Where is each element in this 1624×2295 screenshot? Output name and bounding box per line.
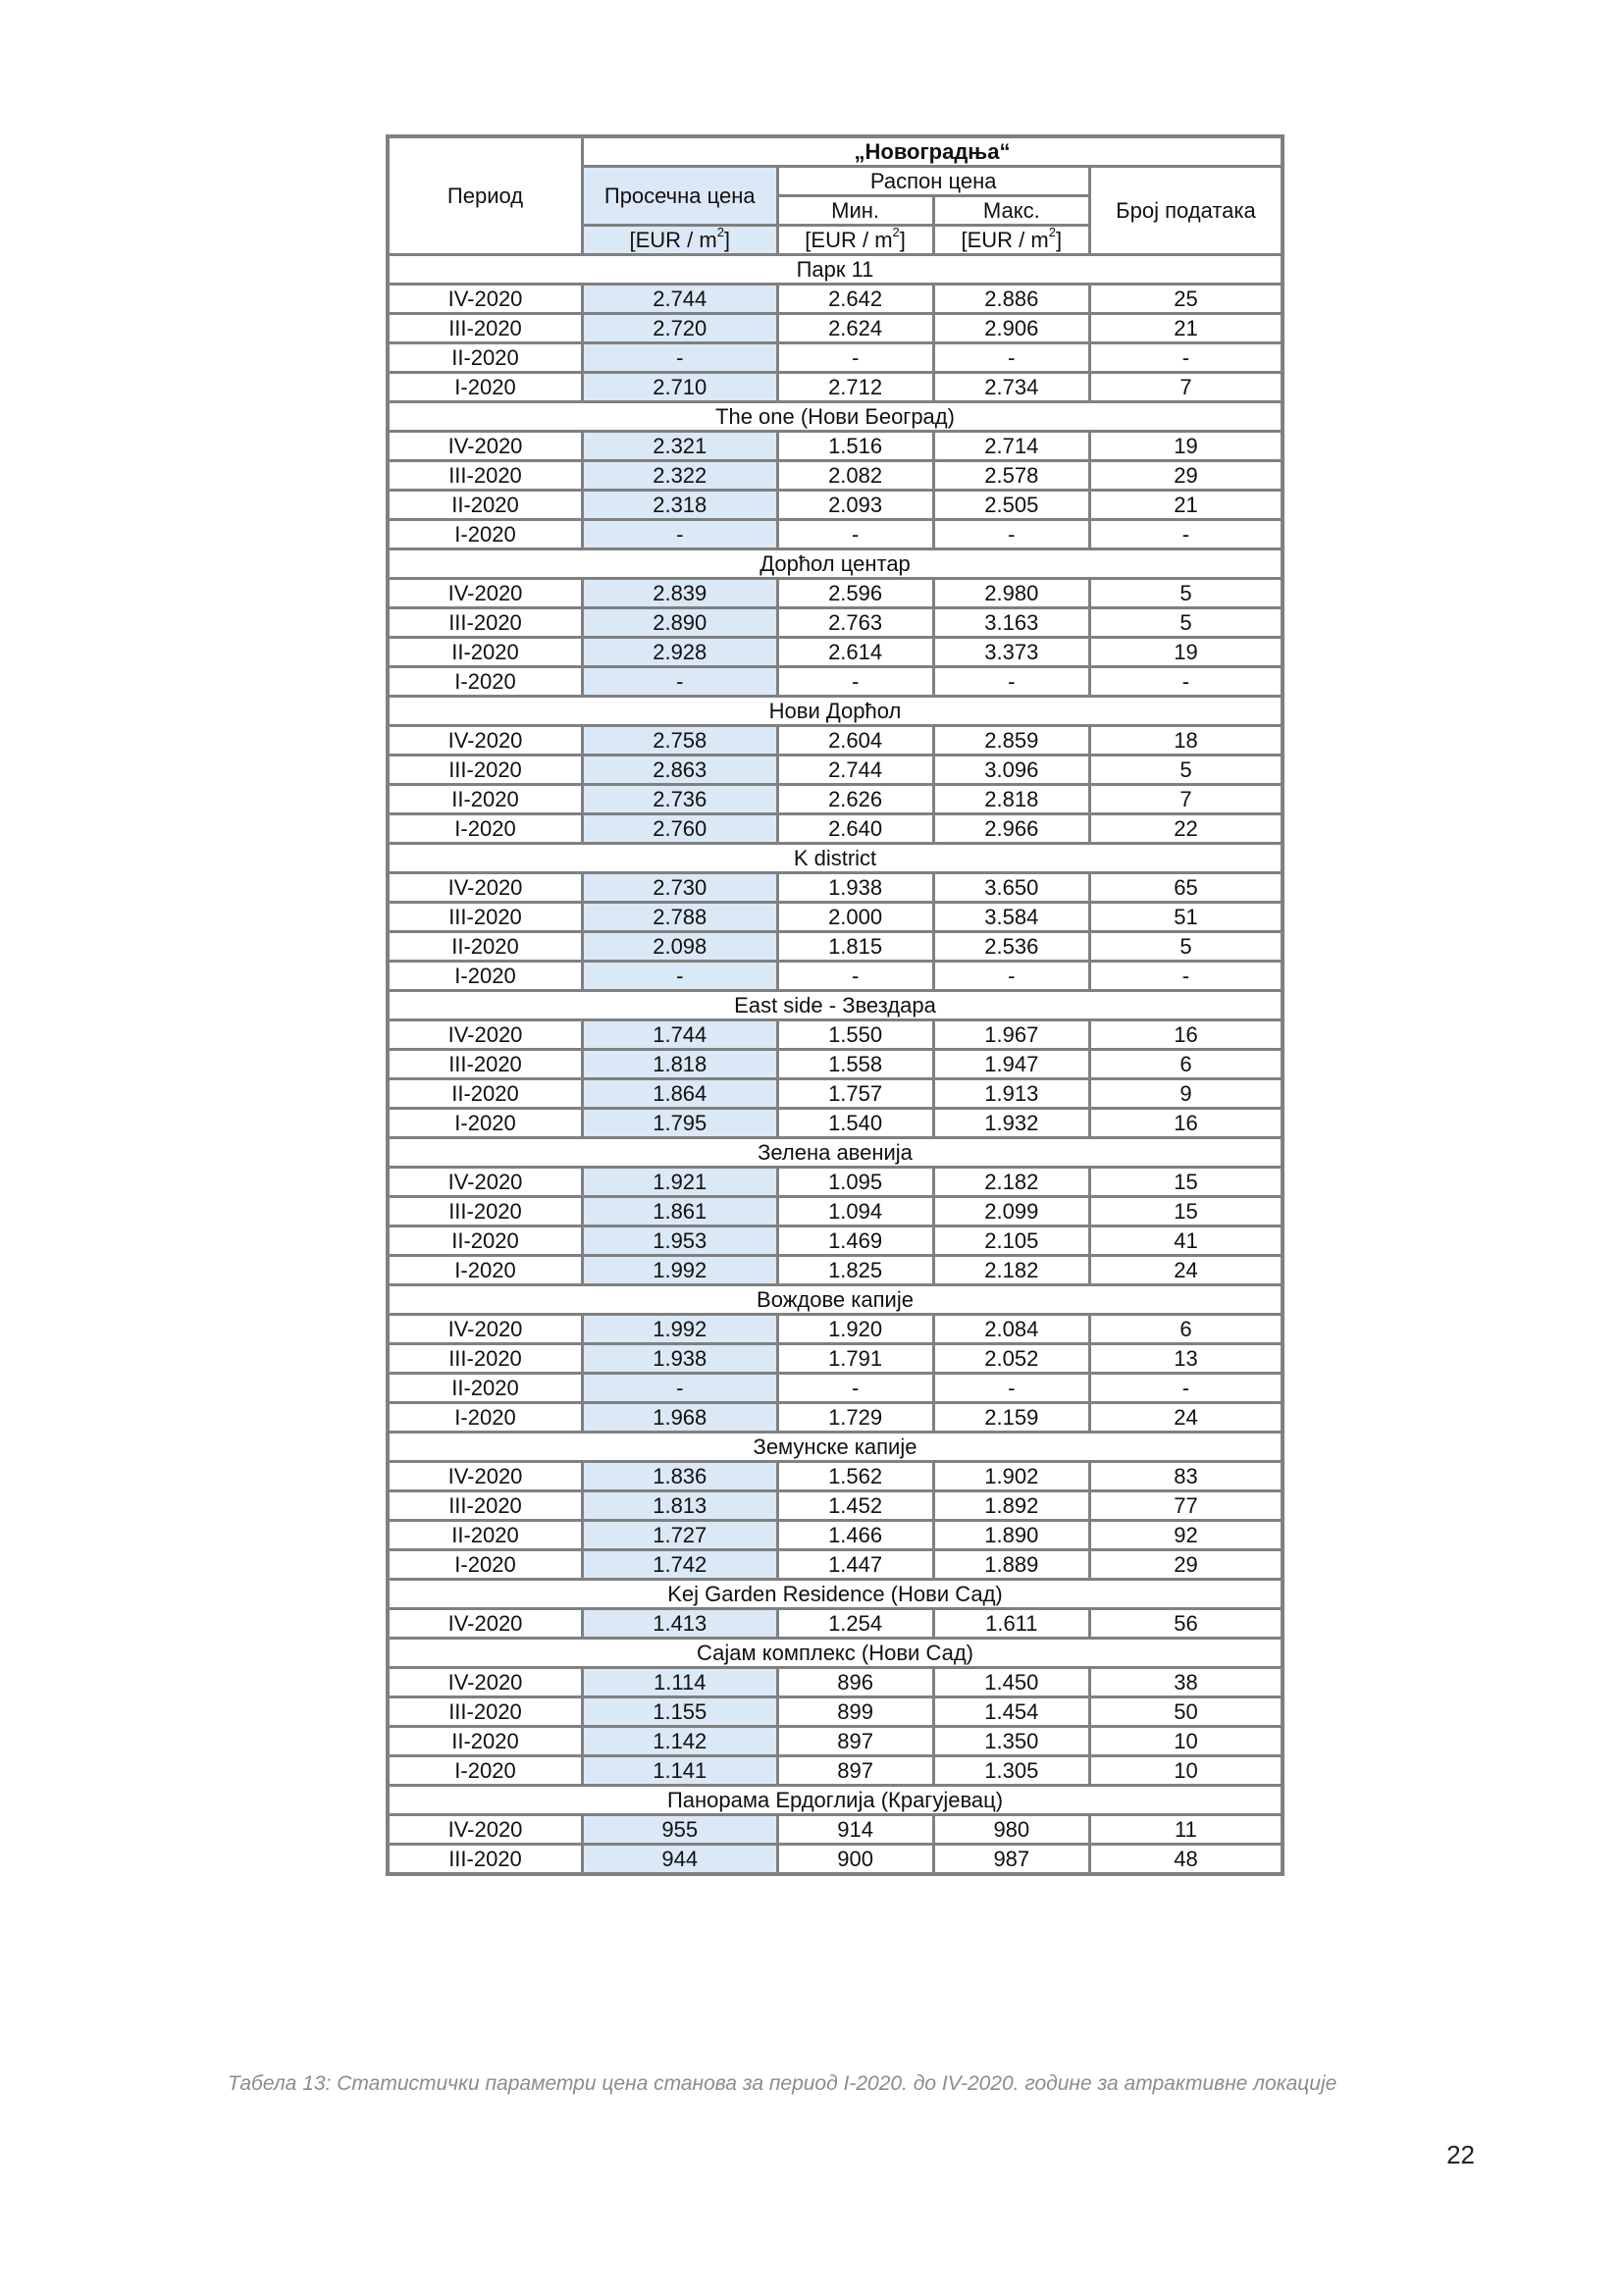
count-cell: - — [1089, 343, 1283, 373]
max-price-cell: - — [933, 520, 1089, 549]
period-cell: IV-2020 — [388, 1020, 583, 1050]
period-cell: IV-2020 — [388, 1315, 583, 1344]
table-row — [388, 1815, 1283, 1845]
table-row — [388, 873, 1283, 903]
count-cell: 41 — [1089, 1226, 1283, 1256]
min-price-cell: 1.920 — [777, 1315, 933, 1344]
period-cell: IV-2020 — [388, 873, 583, 903]
avg-price-cell: - — [583, 520, 778, 549]
location-name: Сајам комплекс (Нови Сад) — [388, 1639, 1283, 1668]
max-price-cell: 3.584 — [933, 903, 1089, 932]
table-row — [388, 285, 1283, 314]
count-cell: 15 — [1089, 1197, 1283, 1226]
count-cell: 5 — [1089, 608, 1283, 638]
avg-price-cell: 1.813 — [583, 1491, 778, 1521]
period-cell: IV-2020 — [388, 726, 583, 756]
max-price-cell: 2.966 — [933, 814, 1089, 844]
avg-price-cell: 1.921 — [583, 1168, 778, 1197]
location-row — [388, 1639, 1283, 1668]
table-row — [388, 1727, 1283, 1756]
max-price-cell: 2.859 — [933, 726, 1089, 756]
table-row — [388, 343, 1283, 373]
price-statistics-table — [386, 134, 1284, 1876]
max-price-cell: 1.913 — [933, 1079, 1089, 1109]
header-unit-min: $[EUR / m^2]$ — [777, 226, 933, 255]
location-row — [388, 1285, 1283, 1315]
min-price-cell: 1.757 — [777, 1079, 933, 1109]
avg-price-cell: 1.114 — [583, 1668, 778, 1697]
max-price-cell: 1.932 — [933, 1109, 1089, 1138]
avg-price-cell: 1.836 — [583, 1462, 778, 1491]
min-price-cell: 2.604 — [777, 726, 933, 756]
location-name: East side - Звездара — [388, 991, 1283, 1020]
count-cell: 29 — [1089, 1550, 1283, 1580]
period-cell: II-2020 — [388, 1374, 583, 1403]
max-price-cell: 2.714 — [933, 432, 1089, 461]
max-price-cell: - — [933, 1374, 1089, 1403]
location-name: Kej Garden Residence (Нови Сад) — [388, 1580, 1283, 1609]
table-row — [388, 756, 1283, 785]
period-cell: III-2020 — [388, 314, 583, 343]
location-name: Зелена авенија — [388, 1138, 1283, 1168]
count-cell: 9 — [1089, 1079, 1283, 1109]
avg-price-cell: 2.788 — [583, 903, 778, 932]
count-cell: 16 — [1089, 1109, 1283, 1138]
table-row — [388, 667, 1283, 697]
count-cell: 22 — [1089, 814, 1283, 844]
table-row — [388, 1845, 1283, 1875]
max-price-cell: 2.105 — [933, 1226, 1089, 1256]
max-price-cell: 1.902 — [933, 1462, 1089, 1491]
period-cell: II-2020 — [388, 1226, 583, 1256]
table-row — [388, 608, 1283, 638]
max-price-cell: 2.818 — [933, 785, 1089, 814]
table-row — [388, 1491, 1283, 1521]
count-cell: 7 — [1089, 373, 1283, 402]
header-min: Мин. — [777, 196, 933, 226]
period-cell: II-2020 — [388, 785, 583, 814]
count-cell: 48 — [1089, 1845, 1283, 1875]
avg-price-cell: 2.744 — [583, 285, 778, 314]
max-price-cell: 2.084 — [933, 1315, 1089, 1344]
avg-price-cell: 1.953 — [583, 1226, 778, 1256]
header-unit-avg: $[EUR / m^2]$ — [583, 226, 778, 255]
max-price-cell: 2.536 — [933, 932, 1089, 962]
min-price-cell: 896 — [777, 1668, 933, 1697]
period-cell: III-2020 — [388, 1344, 583, 1374]
avg-price-cell: 2.863 — [583, 756, 778, 785]
count-cell: - — [1089, 667, 1283, 697]
max-price-cell: 2.052 — [933, 1344, 1089, 1374]
avg-price-cell: 1.142 — [583, 1727, 778, 1756]
location-row — [388, 549, 1283, 579]
avg-price-cell: 2.322 — [583, 461, 778, 491]
min-price-cell: 2.624 — [777, 314, 933, 343]
min-price-cell: 2.082 — [777, 461, 933, 491]
max-price-cell: 2.505 — [933, 491, 1089, 520]
table-row — [388, 1403, 1283, 1433]
table-row — [388, 1550, 1283, 1580]
table-row — [388, 1668, 1283, 1697]
min-price-cell: 2.596 — [777, 579, 933, 608]
location-row — [388, 991, 1283, 1020]
avg-price-cell: 1.141 — [583, 1756, 778, 1786]
table-row — [388, 314, 1283, 343]
table-row — [388, 520, 1283, 549]
period-cell: III-2020 — [388, 1491, 583, 1521]
location-row — [388, 697, 1283, 726]
min-price-cell: 1.815 — [777, 932, 933, 962]
min-price-cell: 2.642 — [777, 285, 933, 314]
count-cell: 7 — [1089, 785, 1283, 814]
min-price-cell: 1.447 — [777, 1550, 933, 1580]
count-cell: 92 — [1089, 1521, 1283, 1550]
min-price-cell: - — [777, 343, 933, 373]
count-cell: 6 — [1089, 1315, 1283, 1344]
count-cell: 51 — [1089, 903, 1283, 932]
avg-price-cell: 1.742 — [583, 1550, 778, 1580]
table-row — [388, 491, 1283, 520]
count-cell: - — [1089, 1374, 1283, 1403]
avg-price-cell: 1.992 — [583, 1315, 778, 1344]
table-row — [388, 638, 1283, 667]
table-row — [388, 1756, 1283, 1786]
period-cell: I-2020 — [388, 1550, 583, 1580]
avg-price-cell: 1.861 — [583, 1197, 778, 1226]
location-name: Нови Дорћол — [388, 697, 1283, 726]
avg-price-cell: 1.968 — [583, 1403, 778, 1433]
avg-price-cell: 1.155 — [583, 1697, 778, 1727]
min-price-cell: 1.516 — [777, 432, 933, 461]
period-cell: III-2020 — [388, 903, 583, 932]
period-cell: IV-2020 — [388, 1668, 583, 1697]
location-row — [388, 1433, 1283, 1462]
avg-price-cell: 2.736 — [583, 785, 778, 814]
max-price-cell: 2.906 — [933, 314, 1089, 343]
min-price-cell: 1.791 — [777, 1344, 933, 1374]
max-price-cell: 3.163 — [933, 608, 1089, 638]
count-cell: 10 — [1089, 1756, 1283, 1786]
min-price-cell: 897 — [777, 1727, 933, 1756]
count-cell: 13 — [1089, 1344, 1283, 1374]
count-cell: 24 — [1089, 1256, 1283, 1285]
min-price-cell: 1.095 — [777, 1168, 933, 1197]
avg-price-cell: 2.760 — [583, 814, 778, 844]
max-price-cell: 1.892 — [933, 1491, 1089, 1521]
period-cell: III-2020 — [388, 756, 583, 785]
location-row — [388, 844, 1283, 873]
max-price-cell: - — [933, 343, 1089, 373]
avg-price-cell: 1.864 — [583, 1079, 778, 1109]
min-price-cell: 2.093 — [777, 491, 933, 520]
table-row — [388, 1109, 1283, 1138]
count-cell: 21 — [1089, 491, 1283, 520]
max-price-cell: 980 — [933, 1815, 1089, 1845]
max-price-cell: 1.450 — [933, 1668, 1089, 1697]
table-caption: Табела 13: Статистички параметри цена станова за период I-2020. до IV-2020. године за атрактивне локације — [228, 2072, 1337, 2095]
location-name: Парк 11 — [388, 255, 1283, 285]
avg-price-cell: - — [583, 1374, 778, 1403]
max-price-cell: 2.159 — [933, 1403, 1089, 1433]
count-cell: 5 — [1089, 579, 1283, 608]
max-price-cell: 2.980 — [933, 579, 1089, 608]
period-cell: II-2020 — [388, 932, 583, 962]
period-cell: IV-2020 — [388, 432, 583, 461]
min-price-cell: 1.825 — [777, 1256, 933, 1285]
min-price-cell: 1.729 — [777, 1403, 933, 1433]
avg-price-cell: 1.744 — [583, 1020, 778, 1050]
avg-price-cell: 2.318 — [583, 491, 778, 520]
count-cell: 19 — [1089, 638, 1283, 667]
avg-price-cell: 2.720 — [583, 314, 778, 343]
min-price-cell: 1.452 — [777, 1491, 933, 1521]
min-price-cell: 2.000 — [777, 903, 933, 932]
max-price-cell: 3.096 — [933, 756, 1089, 785]
avg-price-cell: 2.890 — [583, 608, 778, 638]
table-row — [388, 785, 1283, 814]
count-cell: 15 — [1089, 1168, 1283, 1197]
header-count: Број података — [1089, 167, 1283, 255]
period-cell: I-2020 — [388, 1756, 583, 1786]
avg-price-cell: 1.992 — [583, 1256, 778, 1285]
period-cell: I-2020 — [388, 814, 583, 844]
avg-price-cell: 2.928 — [583, 638, 778, 667]
count-cell: 5 — [1089, 756, 1283, 785]
max-price-cell: 2.734 — [933, 373, 1089, 402]
location-row — [388, 1580, 1283, 1609]
period-cell: II-2020 — [388, 638, 583, 667]
count-cell: 38 — [1089, 1668, 1283, 1697]
location-row — [388, 255, 1283, 285]
avg-price-cell: 1.938 — [583, 1344, 778, 1374]
header-max: Макс. — [933, 196, 1089, 226]
count-cell: - — [1089, 520, 1283, 549]
location-name: K district — [388, 844, 1283, 873]
min-price-cell: 897 — [777, 1756, 933, 1786]
avg-price-cell: 2.321 — [583, 432, 778, 461]
count-cell: 16 — [1089, 1020, 1283, 1050]
table-row — [388, 1050, 1283, 1079]
max-price-cell: 1.611 — [933, 1609, 1089, 1639]
table-row — [388, 1697, 1283, 1727]
count-cell: 6 — [1089, 1050, 1283, 1079]
table-body — [388, 255, 1283, 1875]
min-price-cell: 900 — [777, 1845, 933, 1875]
count-cell: 24 — [1089, 1403, 1283, 1433]
max-price-cell: - — [933, 667, 1089, 697]
page-number: 22 — [1446, 2140, 1475, 2169]
table-row — [388, 932, 1283, 962]
max-price-cell: 1.889 — [933, 1550, 1089, 1580]
header-title: „Новоградња“ — [583, 136, 1283, 167]
avg-price-cell: - — [583, 962, 778, 991]
max-price-cell: - — [933, 962, 1089, 991]
table-row — [388, 1079, 1283, 1109]
avg-price-cell: 955 — [583, 1815, 778, 1845]
min-price-cell: 2.744 — [777, 756, 933, 785]
period-cell: II-2020 — [388, 343, 583, 373]
location-name: Дорћол центар — [388, 549, 1283, 579]
period-cell: III-2020 — [388, 461, 583, 491]
max-price-cell: 1.305 — [933, 1756, 1089, 1786]
avg-price-cell: 2.098 — [583, 932, 778, 962]
max-price-cell: 987 — [933, 1845, 1089, 1875]
count-cell: 56 — [1089, 1609, 1283, 1639]
period-cell: IV-2020 — [388, 1609, 583, 1639]
min-price-cell: 1.562 — [777, 1462, 933, 1491]
period-cell: III-2020 — [388, 1697, 583, 1727]
min-price-cell: - — [777, 667, 933, 697]
header-price-range: Распон цена — [777, 167, 1089, 196]
count-cell: 11 — [1089, 1815, 1283, 1845]
table-row — [388, 1609, 1283, 1639]
table-row — [388, 1256, 1283, 1285]
avg-price-cell: 1.727 — [583, 1521, 778, 1550]
count-cell: 77 — [1089, 1491, 1283, 1521]
avg-price-cell: 2.710 — [583, 373, 778, 402]
count-cell: 83 — [1089, 1462, 1283, 1491]
avg-price-cell: 1.818 — [583, 1050, 778, 1079]
count-cell: 10 — [1089, 1727, 1283, 1756]
min-price-cell: 1.254 — [777, 1609, 933, 1639]
table-row — [388, 1168, 1283, 1197]
min-price-cell: 1.469 — [777, 1226, 933, 1256]
min-price-cell: 1.550 — [777, 1020, 933, 1050]
count-cell: 65 — [1089, 873, 1283, 903]
min-price-cell: 1.558 — [777, 1050, 933, 1079]
max-price-cell: 1.967 — [933, 1020, 1089, 1050]
count-cell: 18 — [1089, 726, 1283, 756]
max-price-cell: 1.454 — [933, 1697, 1089, 1727]
min-price-cell: 2.640 — [777, 814, 933, 844]
header-unit-max: $[EUR / m^2]$ — [933, 226, 1089, 255]
header-period: Период — [388, 136, 583, 255]
min-price-cell: 2.763 — [777, 608, 933, 638]
count-cell: 29 — [1089, 461, 1283, 491]
table-row — [388, 903, 1283, 932]
location-name: Вождове капије — [388, 1285, 1283, 1315]
min-price-cell: 1.094 — [777, 1197, 933, 1226]
table-row — [388, 1197, 1283, 1226]
period-cell: III-2020 — [388, 1050, 583, 1079]
period-cell: II-2020 — [388, 1727, 583, 1756]
min-price-cell: 1.466 — [777, 1521, 933, 1550]
header-avg-price: Просечна цена — [583, 167, 778, 226]
avg-price-cell: 944 — [583, 1845, 778, 1875]
min-price-cell: 2.626 — [777, 785, 933, 814]
max-price-cell: 1.890 — [933, 1521, 1089, 1550]
count-cell: 5 — [1089, 932, 1283, 962]
table-row — [388, 432, 1283, 461]
table-row — [388, 814, 1283, 844]
table-row — [388, 1374, 1283, 1403]
period-cell: IV-2020 — [388, 1462, 583, 1491]
period-cell: I-2020 — [388, 962, 583, 991]
min-price-cell: - — [777, 962, 933, 991]
min-price-cell: 899 — [777, 1697, 933, 1727]
avg-price-cell: 2.730 — [583, 873, 778, 903]
max-price-cell: 2.182 — [933, 1168, 1089, 1197]
location-row — [388, 1786, 1283, 1815]
location-name: The one (Нови Београд) — [388, 402, 1283, 432]
table-row — [388, 1020, 1283, 1050]
table-row — [388, 1344, 1283, 1374]
max-price-cell: 2.578 — [933, 461, 1089, 491]
period-cell: II-2020 — [388, 491, 583, 520]
period-cell: III-2020 — [388, 1845, 583, 1875]
avg-price-cell: 1.413 — [583, 1609, 778, 1639]
avg-price-cell: - — [583, 343, 778, 373]
max-price-cell: 3.373 — [933, 638, 1089, 667]
min-price-cell: - — [777, 1374, 933, 1403]
avg-price-cell: 2.839 — [583, 579, 778, 608]
table-row — [388, 373, 1283, 402]
period-cell: IV-2020 — [388, 285, 583, 314]
min-price-cell: 914 — [777, 1815, 933, 1845]
table-row — [388, 962, 1283, 991]
min-price-cell: 2.712 — [777, 373, 933, 402]
table-row — [388, 726, 1283, 756]
period-cell: II-2020 — [388, 1079, 583, 1109]
count-cell: 19 — [1089, 432, 1283, 461]
period-cell: II-2020 — [388, 1521, 583, 1550]
avg-price-cell: 2.758 — [583, 726, 778, 756]
period-cell: I-2020 — [388, 1256, 583, 1285]
max-price-cell: 2.182 — [933, 1256, 1089, 1285]
period-cell: I-2020 — [388, 373, 583, 402]
period-cell: IV-2020 — [388, 1815, 583, 1845]
max-price-cell: 1.947 — [933, 1050, 1089, 1079]
period-cell: I-2020 — [388, 1109, 583, 1138]
max-price-cell: 2.099 — [933, 1197, 1089, 1226]
min-price-cell: - — [777, 520, 933, 549]
table-row — [388, 579, 1283, 608]
table-row — [388, 1226, 1283, 1256]
count-cell: 25 — [1089, 285, 1283, 314]
location-row — [388, 1138, 1283, 1168]
min-price-cell: 1.540 — [777, 1109, 933, 1138]
table-row — [388, 1462, 1283, 1491]
location-name: Земунске капије — [388, 1433, 1283, 1462]
min-price-cell: 1.938 — [777, 873, 933, 903]
avg-price-cell: 1.795 — [583, 1109, 778, 1138]
period-cell: IV-2020 — [388, 1168, 583, 1197]
location-row — [388, 402, 1283, 432]
min-price-cell: 2.614 — [777, 638, 933, 667]
max-price-cell: 2.886 — [933, 285, 1089, 314]
period-cell: I-2020 — [388, 1403, 583, 1433]
period-cell: IV-2020 — [388, 579, 583, 608]
count-cell: - — [1089, 962, 1283, 991]
max-price-cell: 1.350 — [933, 1727, 1089, 1756]
table-row — [388, 1521, 1283, 1550]
table-row — [388, 1315, 1283, 1344]
period-cell: I-2020 — [388, 520, 583, 549]
count-cell: 21 — [1089, 314, 1283, 343]
period-cell: I-2020 — [388, 667, 583, 697]
avg-price-cell: - — [583, 667, 778, 697]
table-row — [388, 461, 1283, 491]
count-cell: 50 — [1089, 1697, 1283, 1727]
period-cell: III-2020 — [388, 608, 583, 638]
period-cell: III-2020 — [388, 1197, 583, 1226]
max-price-cell: 3.650 — [933, 873, 1089, 903]
location-name: Панорама Ердоглија (Крагујевац) — [388, 1786, 1283, 1815]
